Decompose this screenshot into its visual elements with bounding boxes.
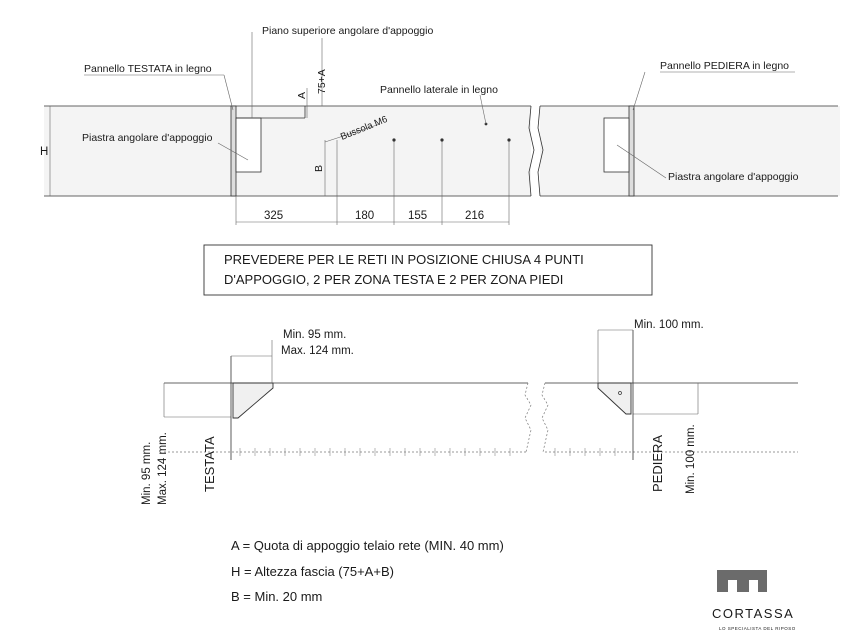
- piano-superiore-label: Piano superiore angolare d'appoggio: [262, 25, 434, 37]
- cortassa-logo: [712, 570, 796, 631]
- piastra-right-label: Piastra angolare d'appoggio: [668, 171, 799, 183]
- legend: [231, 538, 504, 604]
- note-box: [204, 245, 652, 295]
- legend-a: A = Quota di appoggio telaio rete (MIN. 40 mm): [231, 538, 504, 553]
- dim-75a-label: 75+A: [316, 69, 328, 94]
- note-line-1: PREVEDERE PER LE RETI IN POSIZIONE CHIUSA 4 PUNTI: [224, 252, 584, 267]
- legend-h: H = Altezza fascia (75+A+B): [231, 564, 394, 579]
- pediera-panel-label: Pannello PEDIERA in legno: [660, 60, 789, 72]
- laterale-panel-label: Pannello laterale in legno: [380, 84, 498, 96]
- dim-155: 155: [408, 210, 428, 222]
- dim-216: 216: [465, 210, 485, 222]
- min100-label: Min. 100 mm.: [634, 319, 704, 331]
- testata-panel-label: Pannello TESTATA in legno: [84, 63, 212, 75]
- max124-label: Max. 124 mm.: [281, 345, 354, 357]
- pediera-panel: [629, 106, 634, 196]
- left-corner-plate: [236, 118, 261, 172]
- right-corner-plate: [604, 118, 629, 172]
- logo-tagline: LO SPECIALISTA DEL RIPOSO: [719, 626, 796, 631]
- logo-name: CORTASSA: [712, 606, 795, 621]
- piastra-left-label: Piastra angolare d'appoggio: [82, 132, 213, 144]
- dim-a-label: A: [296, 91, 308, 99]
- legend-b: B = Min. 20 mm: [231, 589, 323, 604]
- dim-180: 180: [355, 210, 375, 222]
- dim-b-label: B: [313, 164, 325, 172]
- bussola-label: Bussola M6: [339, 113, 390, 143]
- min95-label: Min. 95 mm.: [283, 329, 347, 341]
- top-view: [40, 25, 840, 225]
- dim-325: 325: [264, 210, 284, 222]
- pediera-label: PEDIERA: [650, 434, 665, 492]
- testata-label: TESTATA: [202, 436, 217, 492]
- note-line-2: D'APPOGGIO, 2 PER ZONA TESTA E 2 PER ZONA PIEDI: [224, 272, 564, 287]
- right-bracket: [598, 383, 631, 414]
- vert-min100-label: Min. 100 mm.: [685, 424, 697, 494]
- left-bracket: [233, 383, 273, 418]
- bottom-view: [141, 319, 798, 505]
- vert-max124-label: Max. 124 mm.: [157, 432, 169, 505]
- vert-min95-label: Min. 95 mm.: [141, 441, 153, 505]
- logo-mark: [717, 570, 767, 592]
- dim-h-label: H: [40, 146, 49, 158]
